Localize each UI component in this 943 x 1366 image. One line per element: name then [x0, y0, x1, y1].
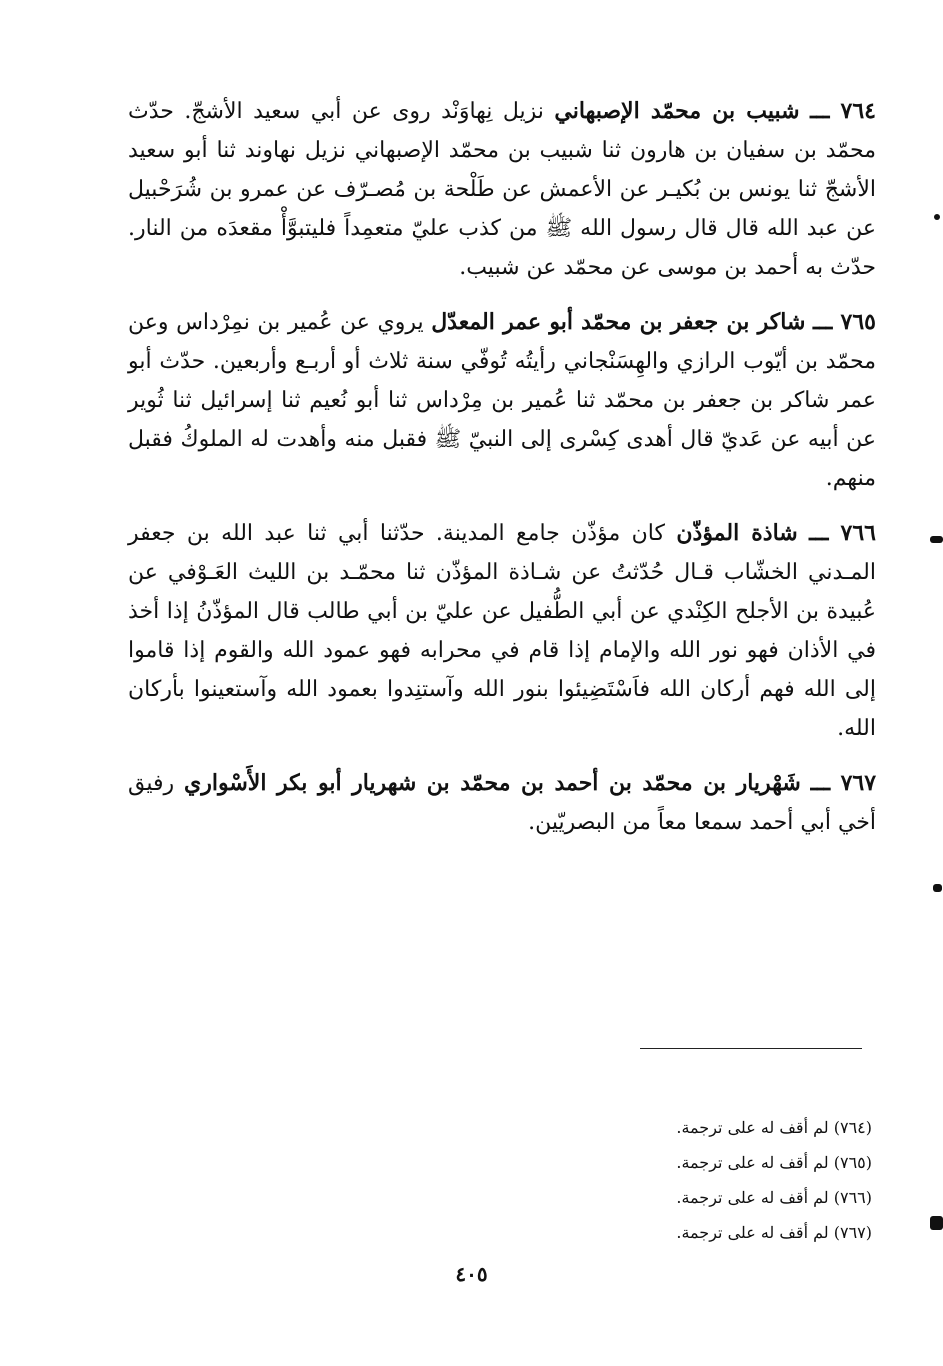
entry-767 — [128, 764, 876, 842]
entry-text: يروي عن عُمير بن نمِرْداس وعن محمّد بن أيّوب الرازي والهِسَنْجاني رأيتُه تُوفّي سنة ثلاث أو أربـع وأربعين. حدّث أبو عمر شاكر بن جعفر بن محمّد ثنا عُمير بن مِرْداس ثنا أبو نُعيم ثنا إسرائيل ثنا ثُوير عن أبيه عن عَديّ قال أهدى كِسْرى إلى النبيّ ﷺ فقبل منه وأهدت له الملوكُ فقبل منهم. — [128, 310, 876, 491]
entry-number: ٧٦٧ ـــ — [810, 770, 877, 796]
footnotes-section — [600, 1110, 872, 1250]
entry-name: شَهْريار بن محمّد بن أحمد بن محمّد بن شهريار أبو بكر الأَسْواري — [184, 770, 801, 796]
scan-mark — [934, 214, 940, 220]
entry-765 — [128, 303, 876, 498]
entry-name: شاكر بن جعفر بن محمّد أبو عمر المعدّل — [431, 309, 806, 335]
footnote-divider — [640, 1048, 862, 1049]
entry-name: شاذة المؤذّن — [676, 520, 798, 546]
entry-name: شبيب بن محمّد الإصبهاني — [554, 98, 800, 124]
entry-text: نزيل نِهاوَنْد روى عن أبي سعيد الأشجّ. حدّث محمّد بن سفيان بن هارون ثنا شبيب بن محمّد الإصبهاني نزيل نهاوند ثنا أبو سعيد الأشجّ ثنا يونس بن بُكيـر عن الأعمش عن طَلْحة بن مُصـرّف عن عمرو بن شُرَحْبيل عن عبد الله قال قال رسول الله ﷺ من كذب عليّ متعمِداً فليتبوَّأْ مقعدَه من النار. حدّث به أحمد بن موسى عن محمّد عن شبيب. — [128, 99, 876, 280]
footnote-764: (٧٦٤) لم أقف له على ترجمة. — [676, 1118, 872, 1137]
entry-number: ٧٦٥ ـــ — [812, 309, 876, 335]
page-number: ٤٠٥ — [455, 1262, 488, 1286]
footnote-766: (٧٦٦) لم أقف له على ترجمة. — [676, 1188, 872, 1207]
scan-mark — [930, 1216, 943, 1230]
entry-766 — [128, 514, 876, 748]
scan-mark — [933, 884, 942, 892]
footnote-767: (٧٦٧) لم أقف له على ترجمة. — [676, 1223, 872, 1242]
entry-764 — [128, 92, 876, 287]
entry-text: رفيق أخي أبي أحمد سمعا معاً من البصريّين. — [128, 771, 876, 835]
entry-text: كان مؤذّن جامع المدينة. حدّثنا أبي ثنا عبد الله بن جعفر المـدني الخشّاب قـال حُدّثتُ عن شـاذة المؤذّن ثنا محمّـد بن الليث العَـوْفي عن عُبيدة بن الأجلح الكِنْدي عن أبي الطُّفيل عن عليّ بن أبي طالب قال المؤذّنُ إذا أخذ في الأذان فهو نور الله والإمام إذا قام في محرابه فهو عمود الله والقوم إذا قاموا إلى الله فهم أركان الله فاَسْتَضِيئوا بنور الله وآستنِدوا بعمود الله وآستعينوا بأركان الله. — [128, 521, 876, 741]
entry-number: ٧٦٦ ـــ — [809, 520, 876, 546]
entries-section — [128, 92, 876, 858]
scan-mark — [930, 536, 943, 543]
footnote-765: (٧٦٥) لم أقف له على ترجمة. — [676, 1153, 872, 1172]
entry-number: ٧٦٤ ـــ — [810, 98, 876, 124]
